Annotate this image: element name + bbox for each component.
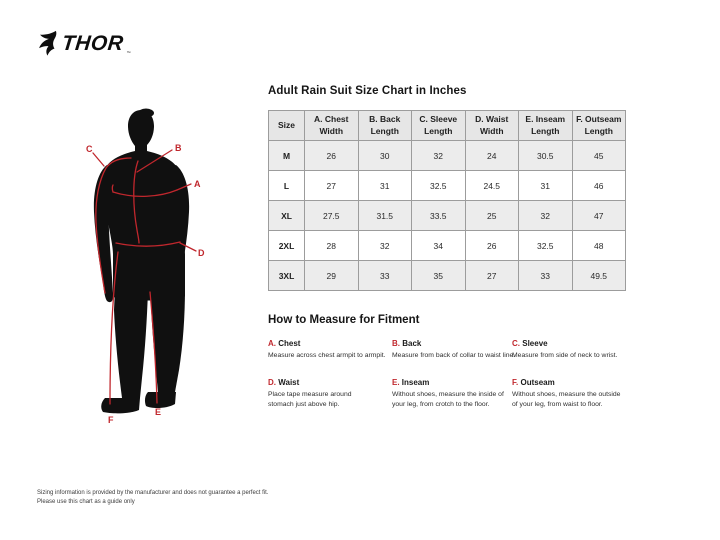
measure-name: Back bbox=[402, 339, 422, 348]
cell-value: 30.5 bbox=[519, 141, 573, 171]
measure-description: Measure across chest armpit to armpit. bbox=[268, 352, 386, 359]
page-title: Adult Rain Suit Size Chart in Inches bbox=[268, 85, 467, 97]
label-b: B bbox=[175, 143, 182, 153]
measure-label bbox=[512, 378, 624, 387]
cell-value: 26 bbox=[465, 231, 519, 261]
measure-name: Waist bbox=[278, 378, 300, 388]
measure-letter: C. bbox=[512, 339, 520, 348]
brand-wordmark: THOR bbox=[60, 32, 125, 55]
col-header-chest: A. Chest Width bbox=[305, 111, 359, 141]
measure-description: Without shoes, measure the outside of your leg, from waist to floor. bbox=[512, 391, 621, 409]
cell-value: 31 bbox=[358, 171, 412, 201]
col-header-outseam: F. Outseam Length bbox=[572, 111, 626, 141]
chest-hook bbox=[112, 185, 113, 192]
cell-size: XL bbox=[269, 201, 305, 231]
cell-value: 47 bbox=[572, 201, 626, 231]
cell-value: 24 bbox=[465, 141, 519, 171]
label-a: A bbox=[194, 179, 201, 189]
measure-name: Sleeve bbox=[522, 339, 548, 348]
cell-value: 45 bbox=[572, 141, 626, 171]
cell-value: 33 bbox=[358, 261, 412, 291]
table-row bbox=[269, 201, 626, 231]
cell-value: 48 bbox=[572, 231, 626, 261]
label-c: C bbox=[86, 144, 93, 154]
cell-value: 29 bbox=[305, 261, 359, 291]
measure-item-back bbox=[392, 339, 516, 361]
col-header-inseam: E. Inseam Length bbox=[519, 111, 573, 141]
measure-name: Inseam bbox=[401, 378, 430, 388]
cell-value: 49.5 bbox=[572, 261, 626, 291]
measure-letter: E. bbox=[392, 378, 400, 388]
measure-label bbox=[512, 339, 624, 348]
col-header-back: B. Back Length bbox=[358, 111, 412, 141]
body-silhouette bbox=[94, 109, 189, 414]
cell-size: 2XL bbox=[269, 231, 305, 261]
cell-value: 30 bbox=[358, 141, 412, 171]
measure-item-inseam bbox=[392, 378, 512, 410]
cell-value: 31 bbox=[519, 171, 573, 201]
cell-value: 32.5 bbox=[412, 171, 466, 201]
table-row bbox=[269, 141, 626, 171]
table-row bbox=[269, 261, 626, 291]
cell-value: 27 bbox=[465, 261, 519, 291]
cell-value: 31.5 bbox=[358, 201, 412, 231]
cell-size: M bbox=[269, 141, 305, 171]
measure-item-waist bbox=[268, 378, 392, 410]
cell-value: 28 bbox=[305, 231, 359, 261]
cell-value: 26 bbox=[305, 141, 359, 171]
measurement-diagram bbox=[70, 98, 230, 433]
body-silhouette-svg bbox=[70, 98, 230, 433]
cell-size: 3XL bbox=[269, 261, 305, 291]
measure-description: Without shoes, measure the inside of your leg, from crotch to the floor. bbox=[392, 391, 504, 409]
table-row bbox=[269, 231, 626, 261]
measure-item-outseam bbox=[512, 378, 630, 410]
measure-label bbox=[392, 378, 506, 387]
cell-size: L bbox=[269, 171, 305, 201]
trademark-symbol: ™ bbox=[126, 50, 131, 55]
cell-value: 33 bbox=[519, 261, 573, 291]
cell-value: 34 bbox=[412, 231, 466, 261]
disclaimer-line-1: Sizing information is provided by the manufacturer and does not guarantee a perfect fit. bbox=[37, 490, 269, 496]
label-e: E bbox=[155, 407, 162, 417]
cell-value: 33.5 bbox=[412, 201, 466, 231]
cell-value: 35 bbox=[412, 261, 466, 291]
table-header-row bbox=[269, 111, 626, 141]
cell-value: 27.5 bbox=[305, 201, 359, 231]
content-column bbox=[268, 85, 630, 411]
cell-value: 46 bbox=[572, 171, 626, 201]
cell-value: 32 bbox=[358, 231, 412, 261]
col-header-size: Size bbox=[269, 111, 305, 141]
disclaimer-footer bbox=[37, 489, 268, 508]
measure-letter: F. bbox=[512, 378, 519, 388]
label-d: D bbox=[198, 248, 205, 258]
measure-guide-grid bbox=[268, 339, 630, 411]
measure-description: Measure from back of collar to waist line. bbox=[392, 352, 516, 359]
measure-description: Place tape measure around stomach just above hip. bbox=[268, 391, 352, 409]
measure-letter: D. bbox=[268, 378, 276, 388]
measure-section-title: How to Measure for Fitment bbox=[268, 314, 420, 326]
measure-name: Outseam bbox=[520, 378, 555, 388]
table-row bbox=[269, 171, 626, 201]
cell-value: 27 bbox=[305, 171, 359, 201]
cell-value: 24.5 bbox=[465, 171, 519, 201]
disclaimer-line-2: Please use this chart as a guide only bbox=[37, 499, 135, 506]
col-header-waist: D. Waist Width bbox=[465, 111, 519, 141]
label-f: F bbox=[108, 415, 114, 425]
sleeve-leader bbox=[93, 153, 104, 166]
col-header-sleeve: C. Sleeve Length bbox=[412, 111, 466, 141]
measure-letter: B. bbox=[392, 339, 400, 348]
measure-label bbox=[268, 378, 386, 387]
measure-description: Measure from side of neck to wrist. bbox=[512, 352, 618, 359]
cell-value: 25 bbox=[465, 201, 519, 231]
cell-value: 32 bbox=[412, 141, 466, 171]
measure-label bbox=[392, 339, 506, 348]
measure-label bbox=[268, 339, 386, 348]
measure-name: Chest bbox=[278, 339, 301, 348]
measure-item-sleeve bbox=[512, 339, 630, 361]
brand-logo bbox=[36, 30, 131, 57]
cell-value: 32.5 bbox=[519, 231, 573, 261]
measure-letter: A. bbox=[268, 339, 276, 348]
thor-mascot-icon bbox=[36, 30, 59, 57]
size-chart-table bbox=[268, 110, 626, 291]
cell-value: 32 bbox=[519, 201, 573, 231]
measure-item-chest bbox=[268, 339, 392, 361]
